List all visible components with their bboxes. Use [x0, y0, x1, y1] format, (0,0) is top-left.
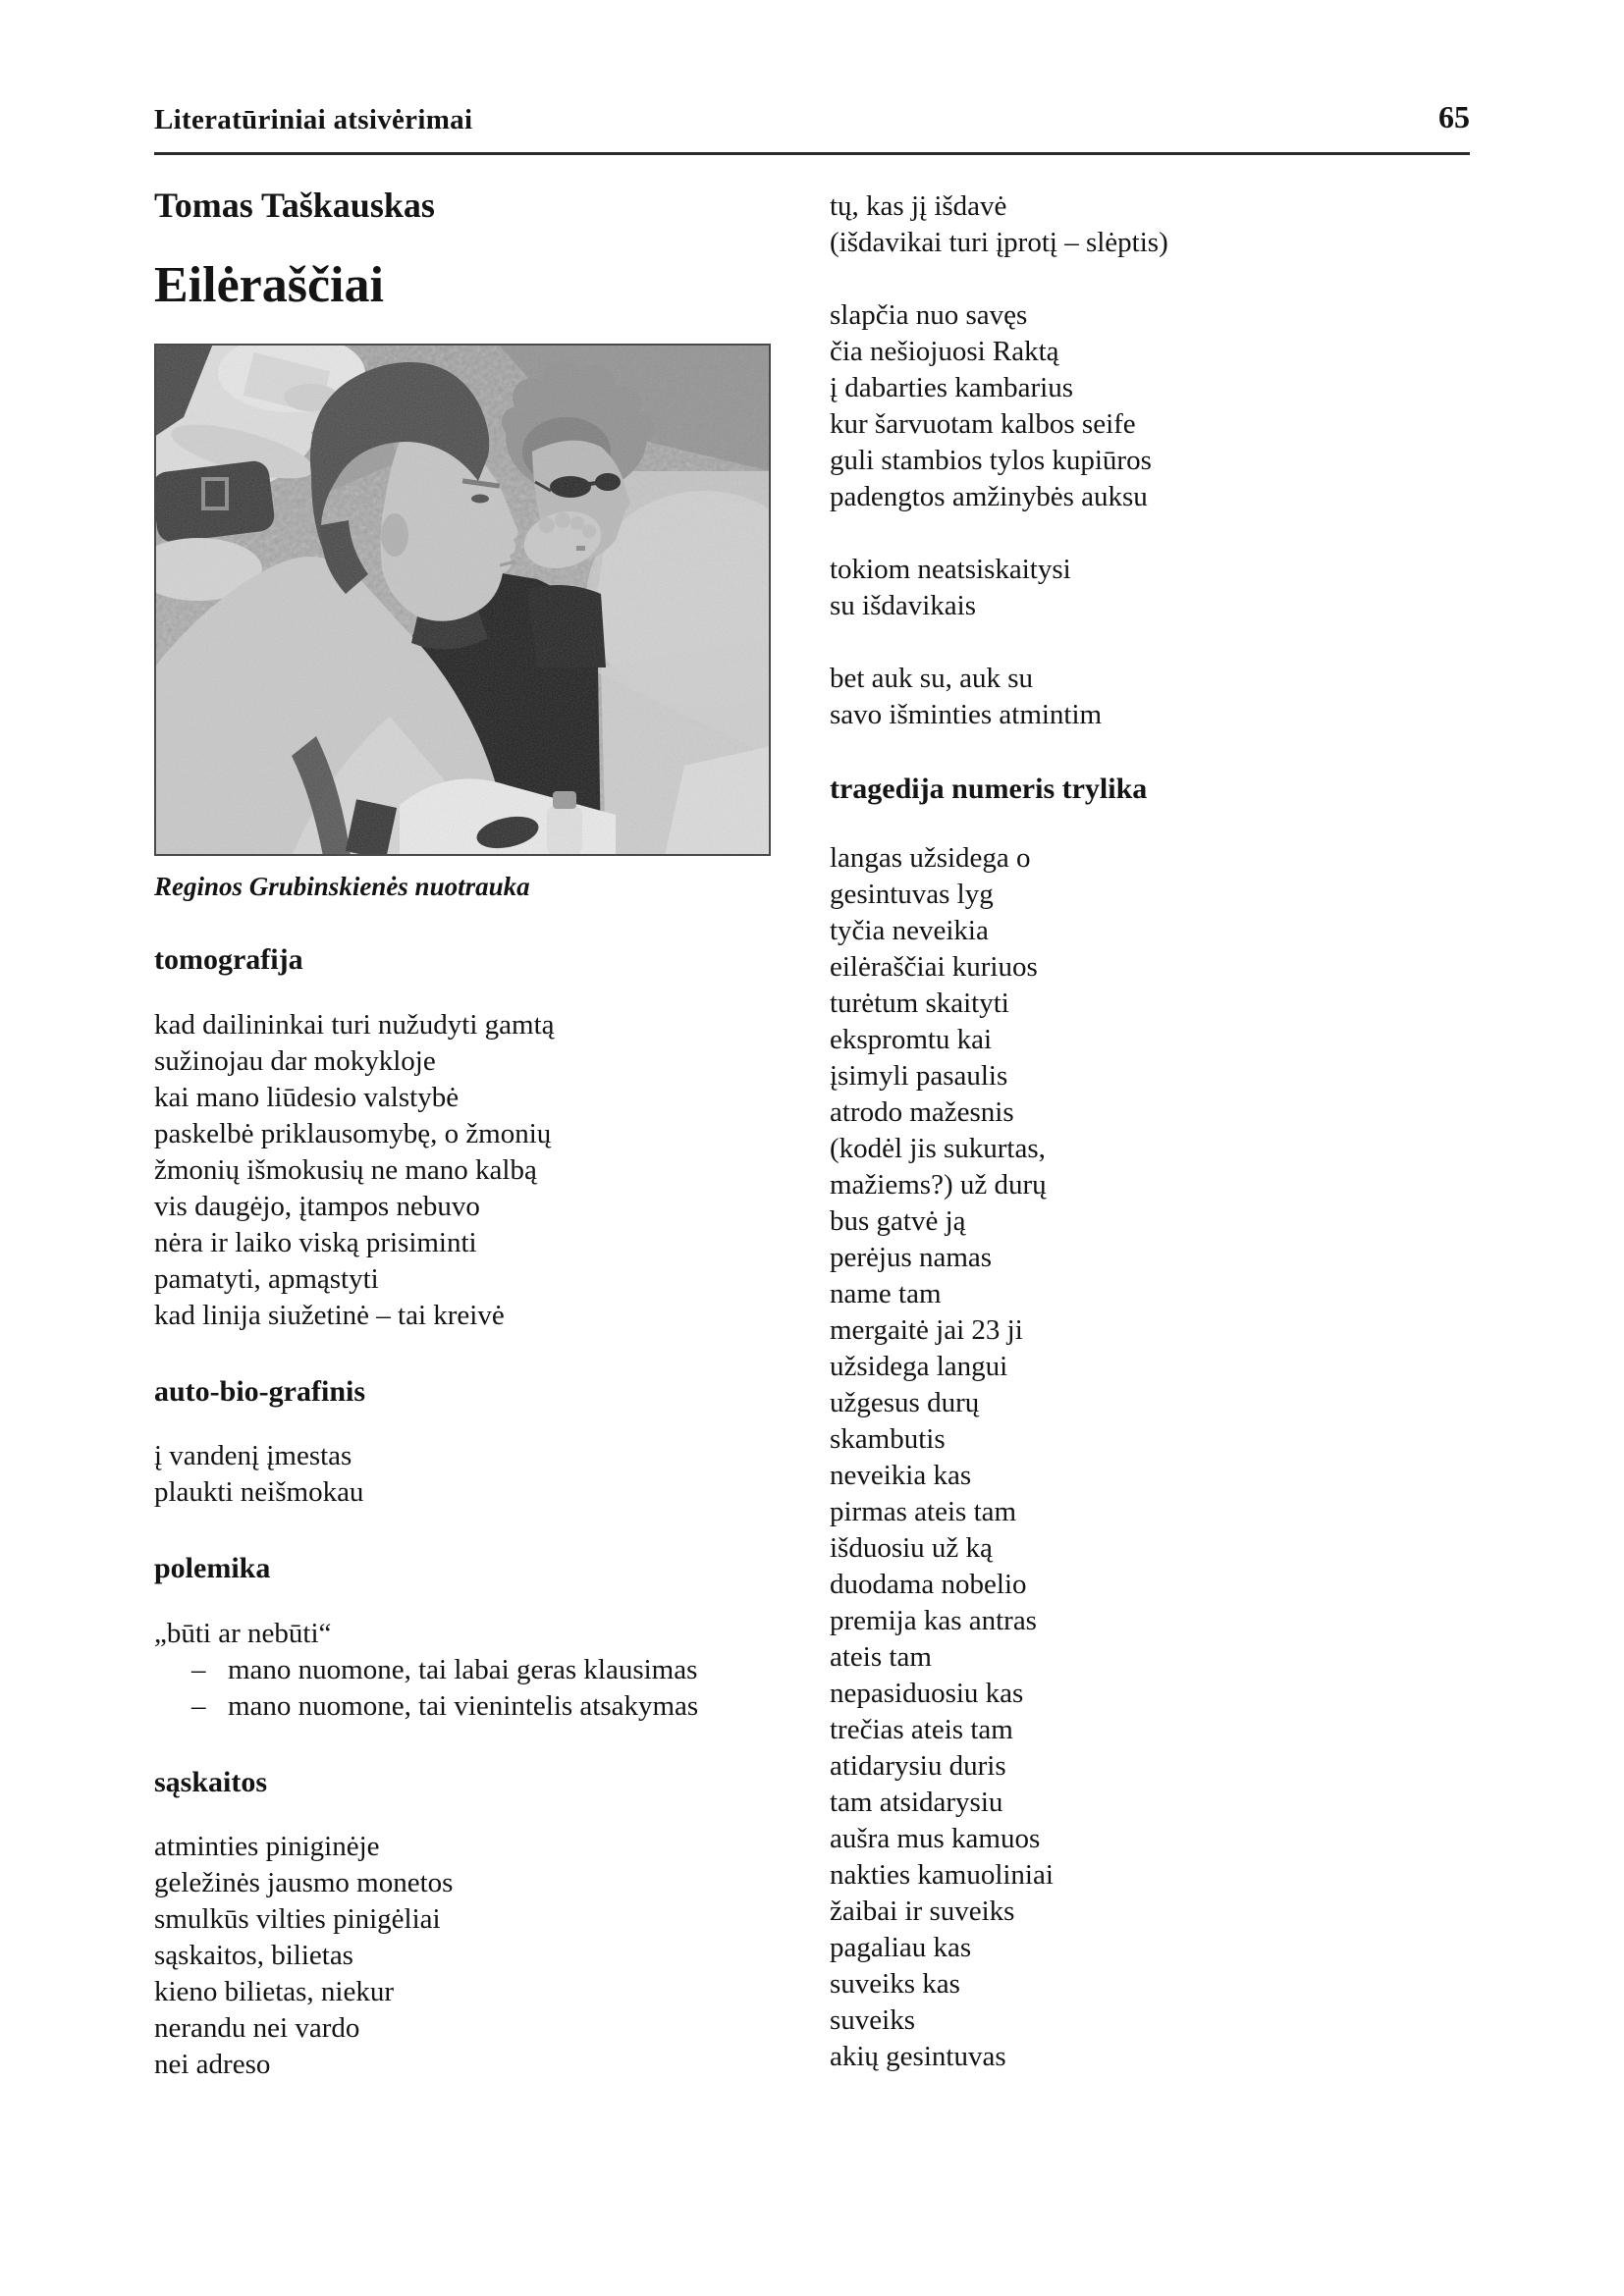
- photo-illustration: [154, 344, 771, 856]
- poem-line: į dabarties kambarius: [830, 372, 1074, 403]
- poem-line: į vandenį įmestas: [154, 1440, 352, 1472]
- list-dash: –: [191, 1689, 206, 1722]
- section-heading: tomografija: [154, 943, 303, 977]
- poem-line: ateis tam: [830, 1640, 932, 1673]
- poem-line: nėra ir laiko viską prisiminti: [154, 1226, 477, 1258]
- poem-line: pirmas ateis tam: [830, 1495, 1017, 1527]
- photo-caption: Reginos Grubinskienės nuotrauka: [154, 872, 530, 902]
- section-heading: auto-bio-grafinis: [154, 1374, 366, 1408]
- poem-line: name tam: [830, 1277, 942, 1309]
- poem-line: mergaitė jai 23 ji: [830, 1313, 1023, 1346]
- poem-line: paskelbė priklausomybę, o žmonių: [154, 1117, 552, 1149]
- poem-line: skambutis: [830, 1422, 946, 1455]
- poem-line: smulkūs vilties pinigėliai: [154, 1903, 441, 1936]
- stanza: [154, 1616, 783, 1725]
- list-text: mano nuomone, tai labai geras klausimas: [228, 1653, 698, 1685]
- poem-line: suveiks: [830, 2003, 915, 2036]
- page-number: 65: [1438, 99, 1470, 134]
- poem-line: geležinės jausmo monetos: [154, 1867, 454, 1899]
- poem-line: plaukti neišmokau: [154, 1476, 364, 1509]
- poem-line: duodama nobelio: [830, 1568, 1027, 1600]
- stanza: [154, 1438, 783, 1511]
- poem-line: bus gatvė ją: [830, 1204, 966, 1237]
- poem-line: „būti ar nebūti“: [154, 1617, 332, 1649]
- poem-line: trečias ateis tam: [830, 1713, 1013, 1745]
- poem-line: kad dailininkai turi nužudyti gamtą: [154, 1008, 555, 1041]
- poem-line: atidarysiu duris: [830, 1749, 1006, 1782]
- section-heading: tragedija numeris trylika: [830, 773, 1148, 805]
- poem-line: pamatyti, apmąstyti: [154, 1262, 379, 1295]
- poem-line: sužinojau dar mokykloje: [154, 1044, 436, 1077]
- poem-line: sąskaitos, bilietas: [154, 1940, 353, 1972]
- stanza: [830, 188, 1478, 261]
- poem-line: nepasiduosiu kas: [830, 1677, 1024, 1709]
- photo-two-men: [154, 344, 771, 856]
- poem-line: turėtum skaityti: [830, 987, 1009, 1019]
- poem-line: su išdavikais: [830, 590, 977, 621]
- left-poems: [154, 943, 783, 2083]
- poem-line: ekspromtu kai: [830, 1023, 993, 1055]
- poem-line: neveikia kas: [830, 1459, 972, 1491]
- poem-line: įsimyli pasaulis: [830, 1059, 1008, 1092]
- poem-line: tokiom neatsiskaitysi: [830, 554, 1071, 585]
- poem-line: žaibai ir suveiks: [830, 1895, 1015, 1927]
- header-rule: [154, 152, 1470, 155]
- list-text: mano nuomone, tai vienintelis atsakymas: [228, 1689, 699, 1722]
- stanza: [154, 1829, 783, 2083]
- stanza: [830, 661, 1478, 733]
- poem-line: nerandu nei vardo: [154, 2012, 360, 2045]
- poem-line: (išdavikai turi įprotį – slėptis): [830, 227, 1168, 258]
- poem-line: perėjus namas: [830, 1241, 993, 1273]
- poem-line: (kodėl jis sukurtas,: [830, 1132, 1046, 1164]
- section-heading: polemika: [154, 1552, 271, 1585]
- poem-line: mažiems?) už durų: [830, 1168, 1047, 1201]
- list-dash: –: [191, 1653, 206, 1685]
- poem-line: išduosiu už ką: [830, 1531, 993, 1564]
- stanza: [154, 1007, 783, 1334]
- section-heading: sąskaitos: [154, 1765, 268, 1798]
- running-head-title: Literatūriniai atsivėrimai: [154, 104, 473, 135]
- poem-line: nei adreso: [154, 2049, 271, 2081]
- poem-line: langas užsidega o: [830, 841, 1031, 874]
- poem-line: kai mano liūdesio valstybė: [154, 1081, 460, 1113]
- poem-line: tam atsidarysiu: [830, 1786, 1003, 1818]
- poem-line: savo išminties atmintim: [830, 699, 1103, 730]
- poem-line: užsidega langui: [830, 1350, 1008, 1382]
- poem-line: gesintuvas lyg: [830, 878, 994, 910]
- poem-line: čia nešiojuosi Raktą: [830, 336, 1059, 367]
- poem-line: atrodo mažesnis: [830, 1095, 1014, 1128]
- stanza: [830, 552, 1478, 624]
- collection-title: Eilėraščiai: [154, 256, 384, 313]
- poem-line: akių gesintuvas: [830, 2040, 1006, 2072]
- stanza: [830, 297, 1478, 515]
- right-column: [830, 175, 1478, 2111]
- poem-line: premija kas antras: [830, 1604, 1037, 1636]
- poem-line: slapčia nuo savęs: [830, 299, 1028, 331]
- poem-line: kur šarvuotam kalbos seife: [830, 408, 1136, 440]
- poem-line: nakties kamuoliniai: [830, 1858, 1054, 1891]
- stanza: [830, 840, 1478, 2075]
- poem-line: guli stambios tylos kupiūros: [830, 445, 1152, 476]
- poem-line: [154, 1688, 783, 1725]
- poem-line: vis daugėjo, įtampos nebuvo: [154, 1190, 480, 1222]
- poem-line: suveiks kas: [830, 1967, 960, 2000]
- poem-line: kieno bilietas, niekur: [154, 1976, 395, 2008]
- poem-line: žmonių išmokusių ne mano kalbą: [154, 1153, 537, 1186]
- author-name: Tomas Taškauskas: [154, 186, 435, 225]
- poem-line: [154, 1652, 783, 1688]
- poem-line: užgesus durų: [830, 1386, 980, 1418]
- poem-line: tyčia neveikia: [830, 914, 989, 946]
- poem-line: pagaliau kas: [830, 1931, 972, 1963]
- right-poems: [830, 188, 1478, 2075]
- poem-line: atminties piniginėje: [154, 1831, 380, 1863]
- poem-line: bet auk su, auk su: [830, 663, 1033, 694]
- left-column: [154, 175, 783, 2119]
- poem-line: eilėraščiai kuriuos: [830, 950, 1038, 983]
- poem-line: padengtos amžinybės auksu: [830, 481, 1148, 512]
- poem-line: aušra mus kamuos: [830, 1822, 1041, 1854]
- poem-line: tų, kas jį išdavė: [830, 190, 1007, 222]
- poem-line: kad linija siužetinė – tai kreivė: [154, 1299, 505, 1331]
